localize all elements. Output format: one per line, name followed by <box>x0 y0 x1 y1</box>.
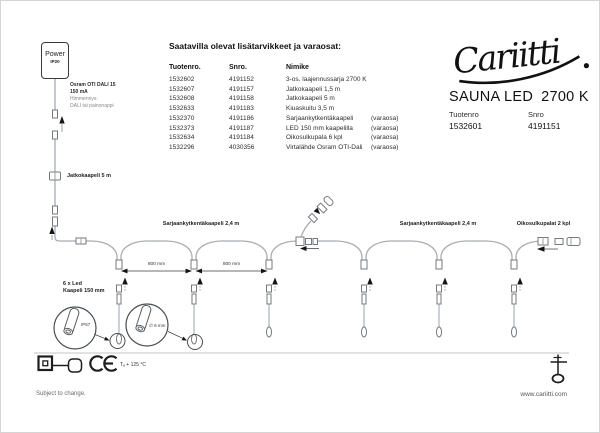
brand-logo-text: Cariitti <box>451 31 562 83</box>
cell-snro: 4191184 <box>229 134 254 142</box>
cell-nimike: Kiuaskuitu 3,5 m <box>286 105 335 113</box>
end-pieces <box>537 238 580 252</box>
cell-tuotenro: 1532296 <box>169 143 195 151</box>
cell-snro: 4191186 <box>229 114 254 122</box>
table-row <box>169 85 416 95</box>
driver-info <box>70 82 116 110</box>
led-strand <box>437 278 448 338</box>
power-label: Power <box>45 51 65 58</box>
col-tuotenro: Tuotenro. <box>169 64 201 71</box>
table-row <box>169 124 416 134</box>
logo-dot <box>584 63 590 69</box>
cell-tuotenro: 1532370 <box>169 114 195 122</box>
led-strand <box>192 278 203 345</box>
cell-tuotenro: 1532373 <box>169 124 195 132</box>
cell-tuotenro: 1532607 <box>169 85 195 93</box>
table-row <box>169 143 416 153</box>
cell-note <box>371 104 416 114</box>
led-strands <box>117 278 523 345</box>
ambient-temp-label: Tₐ + 125 °C <box>120 362 146 368</box>
cell-nimike: Virtalähde Osram OTI-Dali <box>286 143 363 151</box>
dimming-methods: DALI tai painonappi <box>70 103 114 109</box>
cell-note: (varaosa) <box>371 143 399 151</box>
driver-model: Osram OTI DALI 15 <box>70 82 116 88</box>
table-row <box>169 104 416 114</box>
accessories-rows <box>169 75 416 153</box>
power-supply-box <box>41 42 69 79</box>
subject-to-change-note: Subject to change. <box>36 391 86 397</box>
website-url: www.cariitti.com <box>520 391 567 398</box>
product-title <box>449 89 589 105</box>
product-tuotenro-value: 1532601 <box>449 121 483 131</box>
detail-diameter-label: ∅ 6 mm <box>149 322 166 328</box>
cell-nimike: Oikosulkupala 6 kpl <box>286 134 343 142</box>
cell-note: (varaosa) <box>371 134 399 142</box>
cable-drop <box>487 241 541 269</box>
cell-nimike: 3-os. laajennussarja 2700 K <box>286 76 367 83</box>
cell-note <box>371 94 416 104</box>
power-ip-rating: IP20 <box>50 59 60 64</box>
spacing-label-2: 800 mm <box>222 262 241 267</box>
extension-cable-label: Jatkokaapeli 5 m <box>67 172 112 179</box>
led-cable-length: Kaapeli 150 mm <box>63 287 105 294</box>
cell-tuotenro: 1532608 <box>169 95 195 103</box>
cell-note: (varaosa) <box>371 114 399 122</box>
cell-nimike: Jatkokaapeli 1,5 m <box>286 85 341 93</box>
accessories-header <box>169 64 416 71</box>
table-row <box>169 133 416 143</box>
short-circuit-plugs-label: Oikosulkupalat 2 kpl <box>516 221 571 227</box>
led-count: 6 x Led <box>63 281 82 287</box>
cell-snro: 4191187 <box>229 124 254 132</box>
product-color-temp: 2700 K <box>541 89 589 105</box>
cable-connector-icon <box>53 359 82 372</box>
table-row <box>169 75 416 85</box>
detail-callouts <box>54 304 203 350</box>
cell-note <box>371 75 416 85</box>
cell-snro: 4191158 <box>229 95 254 103</box>
cell-snro: 4191183 <box>229 105 254 113</box>
cell-nimike: Jatkokaapeli 5 m <box>286 95 335 103</box>
product-name: SAUNA LED <box>449 89 534 105</box>
table-row <box>169 94 416 104</box>
table-row <box>169 114 416 124</box>
cell-nimike: Sarjaankytkentäkaapeli <box>286 114 354 122</box>
led-strand <box>512 278 523 338</box>
cell-note: (varaosa) <box>371 124 399 132</box>
cable-drop <box>337 241 391 269</box>
driver-current: 150 mA <box>70 89 88 95</box>
led-strand <box>267 278 278 338</box>
double-insulation-icon <box>39 357 53 371</box>
cell-note <box>371 85 416 95</box>
expansion-branch <box>296 195 334 251</box>
cell-nimike: LED 150 mm kaapelilla <box>286 124 353 132</box>
col-nimike: Nimike <box>286 64 309 71</box>
led-strand <box>362 278 373 338</box>
series-cable-label-2: Sarjaankytkentäkaapeli 2,4 m <box>399 221 477 227</box>
key-icon <box>551 355 568 383</box>
cell-snro: 4191157 <box>229 85 254 93</box>
cell-tuotenro: 1532633 <box>169 105 195 113</box>
dimming-label: Himmennys: <box>70 96 98 102</box>
detail-ip-label: IP67 <box>81 321 91 327</box>
spacing-label-1: 800 mm <box>147 262 166 267</box>
cell-tuotenro: 1532634 <box>169 134 195 142</box>
col-snro: Snro. <box>229 64 247 71</box>
accessories-title: Saatavilla olevat lisätarvikkeet ja varaosat: <box>169 41 341 51</box>
led-count-label <box>63 281 105 294</box>
product-tuotenro-label: Tuotenro <box>449 110 479 119</box>
series-cable-label-1: Sarjaankytkentäkaapeli 2,4 m <box>162 221 240 227</box>
cell-tuotenro: 1532602 <box>169 76 195 83</box>
product-snro-label: Snro <box>528 110 544 119</box>
product-snro-value: 4191151 <box>528 121 561 131</box>
ce-mark-icon <box>90 356 116 370</box>
cable-drop <box>412 241 466 269</box>
cell-snro: 4191152 <box>229 76 254 83</box>
brand-logo <box>451 29 589 87</box>
cell-snro: 4030356 <box>229 143 255 151</box>
